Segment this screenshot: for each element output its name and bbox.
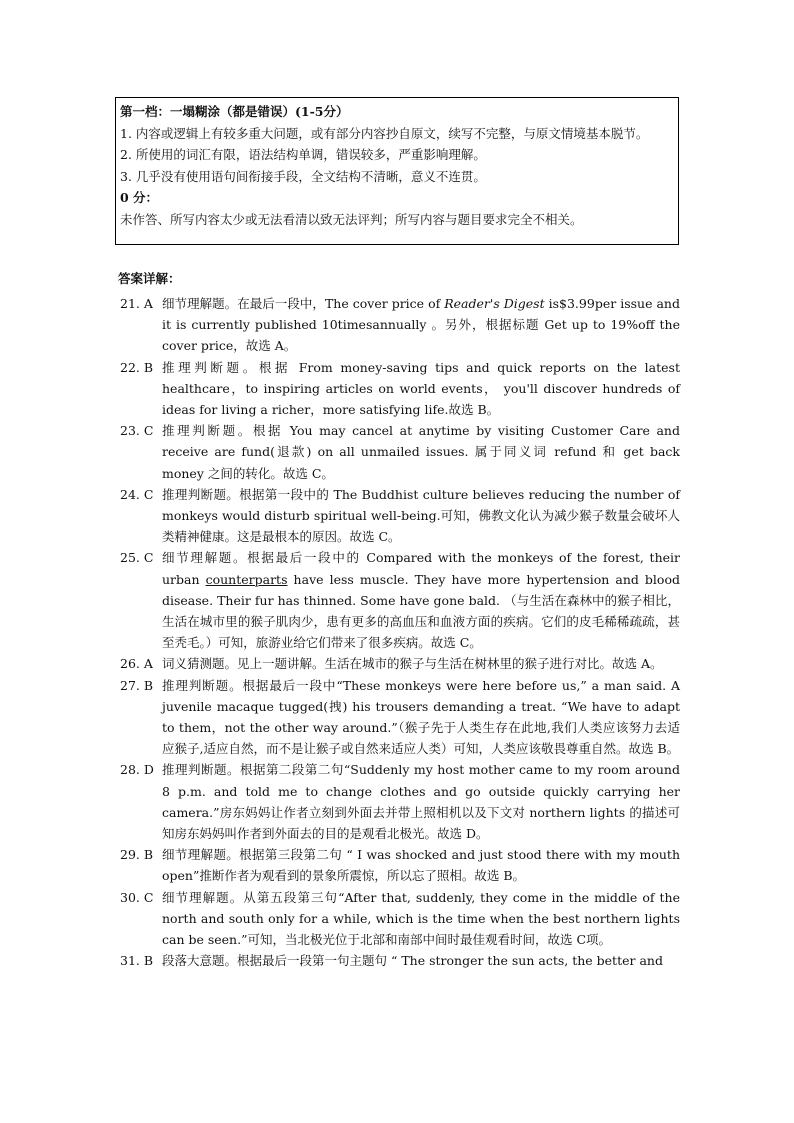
- answer-27: [120, 675, 680, 760]
- rubric-zero-text: 未作答、所写内容太少或无法看清以致无法评判；所写内容与题目要求完全不相关。: [120, 211, 583, 227]
- answers-header: 答案详解：: [118, 271, 181, 286]
- answer-text-part: have less muscle. They have more hypertension and blood disease. Their fur has thinned. Some have gone bald. （与生活在森林中的猴子相比，生活在城市里的猴子肌肉少，患有更多的高血压和血液方面的疾病。它们的皮毛稀稀疏疏，甚至秃毛。）可知，旅游业给它们带来了很多疾病。故选 C。: [162, 571, 680, 651]
- answer-number: 21. A: [120, 296, 153, 311]
- answer-text-part: 细节理解题。根据最后一段中的 Compared with the monkeys of the forest, their urban: [162, 550, 680, 587]
- answer-number: 22. B: [120, 359, 154, 375]
- rubric-title: 第一档：一塌糊涂（都是错误）(1-5分）: [120, 104, 349, 119]
- answer-text: 推理判断题。根据第二段第二句“Suddenly my host mother came to my room around 8 p.m. and told me to change clothes and go outside quickly carrying her camera.”房东妈妈让作者立刻到外面去并带上照相机以及下文对 northern lights 的描述可知房东妈妈叫作者到外面去的目的是观看北极光。故选 D。: [162, 762, 680, 842]
- answer-31: [120, 950, 680, 971]
- answer-italic-title: Reader's Digest: [444, 296, 545, 311]
- answer-number: 30. C: [120, 889, 154, 905]
- rubric-box: [115, 97, 679, 245]
- rubric-line-1: 1. 内容或逻辑上有较多重大问题，或有部分内容抄自原文，续写不完整，与原文情境基本脱节。: [120, 125, 649, 141]
- answer-text: 词义猜测题。见上一题讲解。生活在城市的猴子与生活在树林里的猴子进行对比。故选 A。: [162, 656, 663, 672]
- rubric-line-3: 3. 几乎没有使用语句间衔接手段，全文结构不清晰，意义不连贯。: [120, 168, 486, 184]
- answer-number: 31. B: [120, 953, 154, 969]
- answer-number: 28. D: [120, 762, 154, 778]
- answer-29: [120, 844, 680, 886]
- answer-underlined-word: counterparts: [205, 571, 288, 587]
- answer-number: 24. C: [120, 486, 154, 502]
- answer-number: 23. C: [120, 423, 154, 439]
- answer-text: 推理判断题。根据 You may cancel at anytime by visiting Customer Care and receive are fund(退款) on all unmailed issues. 属于同义词 refund 和 get back money 之间的转化。故选 C。: [162, 423, 680, 481]
- answer-26: [120, 653, 680, 674]
- answer-number: 26. A: [120, 656, 153, 672]
- answer-text-part: 细节理解题。在最后一段中，The cover price of: [162, 296, 445, 311]
- answer-text: 推理判断题。根据 From money-saving tips and quick reports on the latest healthcare，to inspiring articles on world events， you'll discover hundreds of ideas for living a richer，more satisfying life.故选 B。: [162, 359, 680, 418]
- answer-text: 推理判断题。根据第一段中的 The Buddhist culture believes reducing the number of monkeys would disturb spiritual well-being.可知，佛教文化认为减少猴子数量会破坏人类精神健康。这是最根本的原因。故选 C。: [162, 486, 680, 545]
- answer-30: [120, 887, 680, 951]
- answer-28: [120, 759, 680, 844]
- answer-text: 段落大意题。根据最后一段第一句主题句 “ The stronger the sun acts, the better and: [162, 953, 663, 969]
- answer-number: 25. C: [120, 550, 154, 566]
- rubric-line-2: 2. 所使用的词汇有限，语法结构单调，错误较多，严重影响理解。: [120, 147, 486, 162]
- answer-text: 细节理解题。根据第三段第二句 “ I was shocked and just stood there with my mouth open”推断作者为观看到的景象所震惊，所以忘了照相。故选 B。: [162, 847, 680, 884]
- answer-text-part: is$3.99per issue and it is currently published 10timesannually 。另外，根据标题 Get up to 19%off the cover price，故选 A。: [162, 296, 680, 354]
- answer-24: [120, 484, 680, 548]
- answer-text: [162, 547, 680, 653]
- rubric-zero-label: 0 分：: [120, 190, 159, 205]
- answer-23: [120, 420, 680, 484]
- answer-21: [120, 293, 680, 357]
- answer-text: [162, 293, 680, 357]
- answer-number: 29. B: [120, 847, 154, 863]
- answer-text: 推理判断题。根据最后一段中“These monkeys were here before us,” a man said. A juvenile macaque tugged(拽) his trousers demanding a treat. “We have to adapt to them，not the other way around.”（猴子先于人类生存在此地,我们人类应该努力去适应猴子,适应自然，而不是让猴子或自然来适应人类）可知，人类应该敬畏尊重自然。故选 B。: [162, 677, 680, 757]
- answer-25: [120, 547, 680, 653]
- answer-number: 27. B: [120, 677, 154, 693]
- answers-list: [120, 293, 680, 972]
- answer-text: 细节理解题。从第五段第三句“After that, suddenly, they come in the middle of the north and south only for a while, which is the time when the best northern lights can be seen.”可知，当北极光位于北部和南部中间时最佳观看时间，故选 C项。: [162, 889, 680, 948]
- answer-22: [120, 357, 680, 421]
